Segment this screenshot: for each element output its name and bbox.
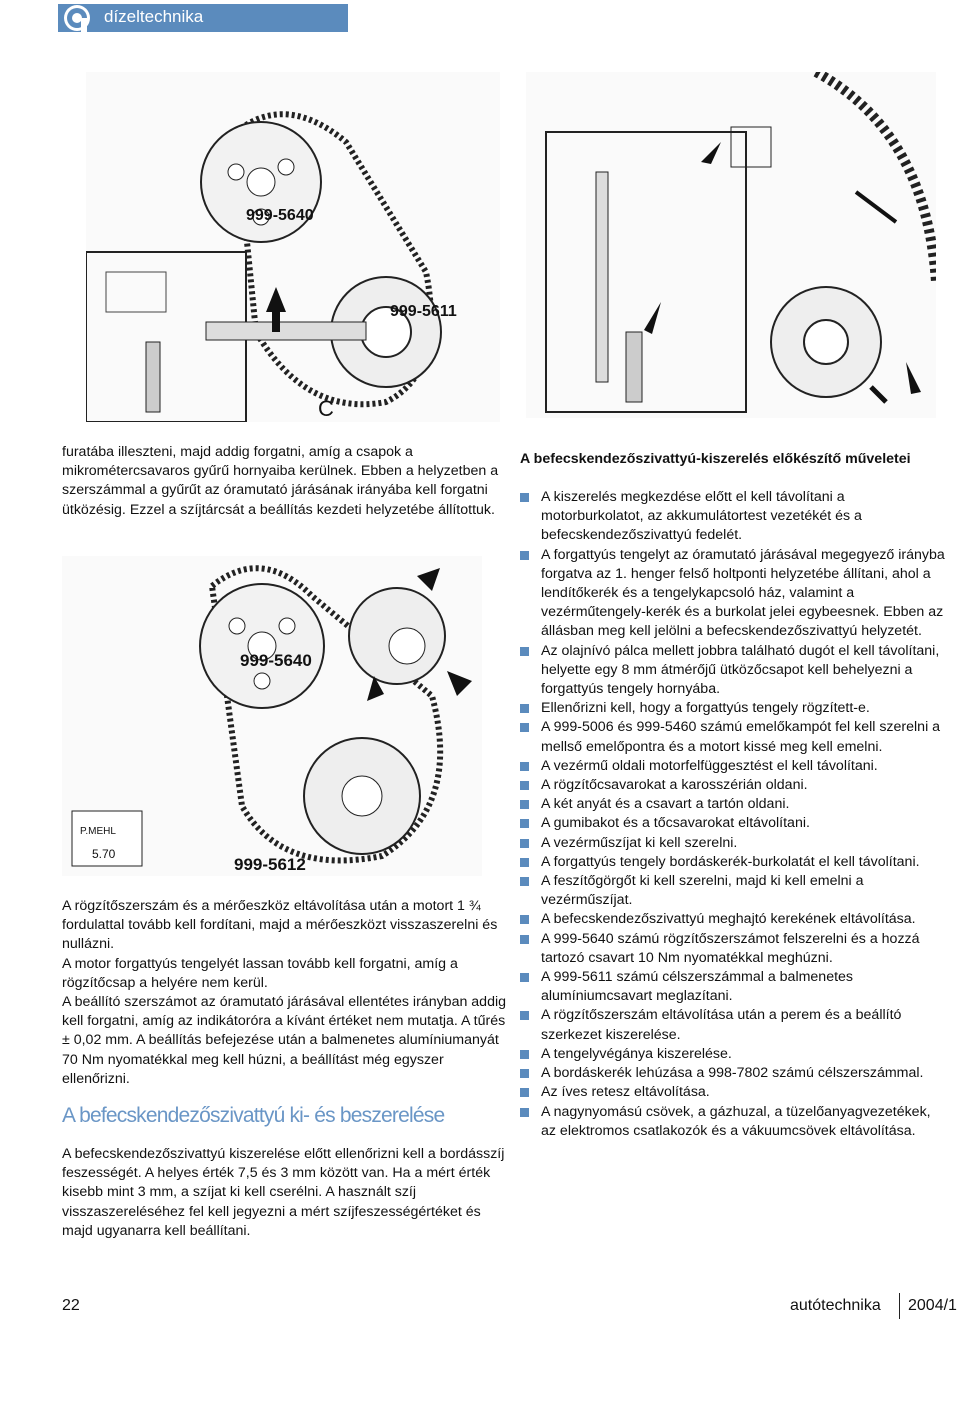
tool-label-999-5640: 999-5640: [246, 207, 314, 224]
bullet-square-icon: [520, 1050, 529, 1059]
list-item: [520, 1103, 945, 1141]
bullet-square-icon: [520, 819, 529, 828]
bullet-square-icon: [520, 762, 529, 771]
list-item-text: Az íves retesz eltávolítása.: [541, 1084, 710, 1101]
list-item-text: A vezérmű oldali motorfelfüggesztést el kell távolítani.: [541, 757, 878, 774]
list-item: [520, 814, 945, 833]
list-item-text: Az olajnívó pálca mellett jobbra található dugót el kell távolítani, helyette egy 8 mm átmérőjű ütközőcsapot kell behelyezni a forgattyús tengely hornyába.: [541, 642, 940, 698]
bullet-square-icon: [520, 1108, 529, 1117]
list-item: [520, 968, 945, 1006]
bullet-square-icon: [520, 800, 529, 809]
list-item: [520, 1083, 945, 1102]
bullet-square-icon: [520, 1088, 529, 1097]
bullet-square-icon: [520, 839, 529, 848]
plate-line1: P.MEHL: [80, 826, 116, 837]
list-item-text: A bordáskerék lehúzása a 998-7802 számú célszerszámmal.: [541, 1065, 924, 1082]
list-item: [520, 930, 945, 968]
list-item: [520, 757, 945, 776]
list-item-text: A forgattyús tengely bordáskerék-burkolatát el kell távolítani.: [541, 853, 920, 870]
section-heading: A befecskendezőszivattyú ki- és beszerelése: [62, 1104, 445, 1127]
list-item: [520, 699, 945, 718]
bullet-square-icon: [520, 704, 529, 713]
list-item: [520, 872, 945, 910]
list-item-text: A rögzítőszerszám eltávolítása után a perem és a beállító szerkezet kiszerelése.: [541, 1007, 902, 1043]
paragraph: A rögzítőszerszám és a mérőeszköz eltávolítása után a motort 1 ¾ fordulattal tovább kell fordítani, majd a mérőeszközt visszaszerelni és nullázni.: [62, 898, 498, 953]
bullet-square-icon: [520, 877, 529, 886]
left-column-top: [62, 443, 507, 520]
list-item: [520, 488, 945, 546]
bullet-square-icon: [520, 723, 529, 732]
paragraph: A motor forgattyús tengelyét lassan tovább kell forgatni, amíg a rögzítőcsap a helyére nem kerül.: [62, 955, 458, 991]
bullet-square-icon: [520, 1069, 529, 1078]
list-item-text: A nagynyomású csövek, a gázhuzal, a tüzelőanyagvezetékek, az elektromos csatlakozók és a vákuumcsövek eltávolítása.: [541, 1103, 931, 1139]
magazine-name: autótechnika: [790, 1297, 881, 1314]
list-item-text: A befecskendezőszivattyú meghajtó kerekének eltávolítása.: [541, 911, 916, 928]
list-item: [520, 853, 945, 872]
bullet-square-icon: [520, 781, 529, 790]
list-item: [520, 1045, 945, 1064]
list-item: [520, 910, 945, 929]
list-item: [520, 776, 945, 795]
list-item: [520, 718, 945, 756]
bullet-square-icon: [520, 858, 529, 867]
paragraph: A beállító szerszámot az óramutató járásával ellentétes irányban addig kell forgatni, amíg az indikátoróra a kívánt értéket nem mutatja. A tűrés ± 0,02 mm. A beállítás befejezése után a balmenetes alumíniumanyát 70 Nm nyomatékkal meg kell húzni, a beállítást még egyszer ellenőrizni.: [62, 994, 507, 1087]
list-item-text: A feszítőgörgőt ki kell szerelni, majd ki kell emelni a vezérműszíjat.: [541, 873, 864, 909]
left-column-middle: [62, 897, 507, 1089]
list-item-text: A rögzítőcsavarokat a karosszérián oldani.: [541, 777, 808, 794]
tool-label-999-5640: 999-5640: [240, 651, 312, 670]
list-item: [520, 795, 945, 814]
list-item-text: A kiszerelés megkezdése előtt el kell távolítani a motorburkolatot, az akkumulátortest vezetékét és a befecskendezőszivattyú fedelét.: [541, 489, 862, 544]
bullet-square-icon: [520, 1011, 529, 1020]
page-number: 22: [62, 1297, 80, 1314]
list-item: [520, 834, 945, 853]
list-item-text: A gumibakot és a tőcsavarokat eltávolítani.: [541, 815, 810, 832]
procedure-list: [520, 488, 945, 1141]
plate-line2: 5.70: [92, 847, 116, 861]
tool-label-999-5611: 999-5611: [390, 303, 457, 320]
list-item-text: A tengelyvégánya kiszerelése.: [541, 1045, 732, 1062]
bullet-square-icon: [520, 493, 529, 502]
magazine-logo-icon: [58, 4, 96, 42]
bullet-square-icon: [520, 935, 529, 944]
footer-divider: [899, 1293, 900, 1319]
section-title: dízeltechnika: [104, 7, 204, 26]
list-item: [520, 1006, 945, 1044]
figure-flywheel-marks: [526, 72, 936, 418]
bullet-square-icon: [520, 915, 529, 924]
issue-number: 2004/1: [908, 1297, 957, 1314]
figure-injection-pump-tools: [62, 556, 482, 876]
list-item-text: Ellenőrizni kell, hogy a forgattyús tengely rögzített-e.: [541, 700, 870, 717]
list-item: [520, 546, 945, 642]
paragraph: furatába illeszteni, majd addig forgatni, amíg a csapok a mikrométercsavaros gyűrű hornyaiba kerülnek. Ebben a helyzetben a szerszámmal a gyűrűt az óramutató járásának irányába kell forgatni ütközésig. Ezzel a szíjtárcsát a beállítás kezdeti helyzetébe állítottuk.: [62, 444, 499, 518]
left-column-bottom: [62, 1145, 507, 1241]
right-column-heading: A befecskendezőszivattyú-kiszerelés előkészítő műveletei: [520, 451, 911, 467]
list-item-text: A 999-5611 számú célszerszámmal a balmenetes alumíniumcsavart meglazítani.: [541, 969, 854, 1005]
list-item-text: A forgattyús tengelyt az óramutató járásával megegyező irányba forgatva az 1. henger felső holtponti helyzetébe állítani, ahol a lendítőkerék és a tengelykapcsoló ház, valamint a vezérműtengely-kerék és a burkolat jelei egybeesnek. Ebben az állásban meg kell jelölni a befecskendezőszivattyú helyzetét.: [541, 546, 945, 640]
tool-label-999-5612: 999-5612: [234, 855, 306, 874]
list-item-text: A vezérműszíjat ki kell szerelni.: [541, 834, 738, 851]
bullet-square-icon: [520, 973, 529, 982]
bullet-square-icon: [520, 551, 529, 560]
list-item-text: A 999-5640 számú rögzítőszerszámot felszerelni és a hozzá tartozó csavart 10 Nm nyomatékkal meghúzni.: [541, 930, 920, 966]
list-item: [520, 1064, 945, 1083]
bullet-square-icon: [520, 647, 529, 656]
list-item-text: A 999-5006 és 999-5460 számú emelőkampót fel kell szerelni a mellső emelőpontra és a motort kissé meg kell emelni.: [541, 719, 941, 755]
tool-label-c: C: [318, 396, 334, 421]
list-item-text: A két anyát és a csavart a tartón oldani.: [541, 796, 790, 813]
paragraph: A befecskendezőszivattyú kiszerelése előtt ellenőrizni kell a bordásszíj feszességét. A helyes érték 7,5 és 3 mm között van. Ha a mért érték kisebb mint 3 mm, a szíjat ki kell cserélni. A használt szíj visszaszereléséhez fel kell jegyezni a mért szíjfeszességértéket és majd ugyanarra kell beállítani.: [62, 1146, 505, 1239]
list-item: [520, 642, 945, 700]
figure-timing-belt-tools: [86, 72, 500, 422]
